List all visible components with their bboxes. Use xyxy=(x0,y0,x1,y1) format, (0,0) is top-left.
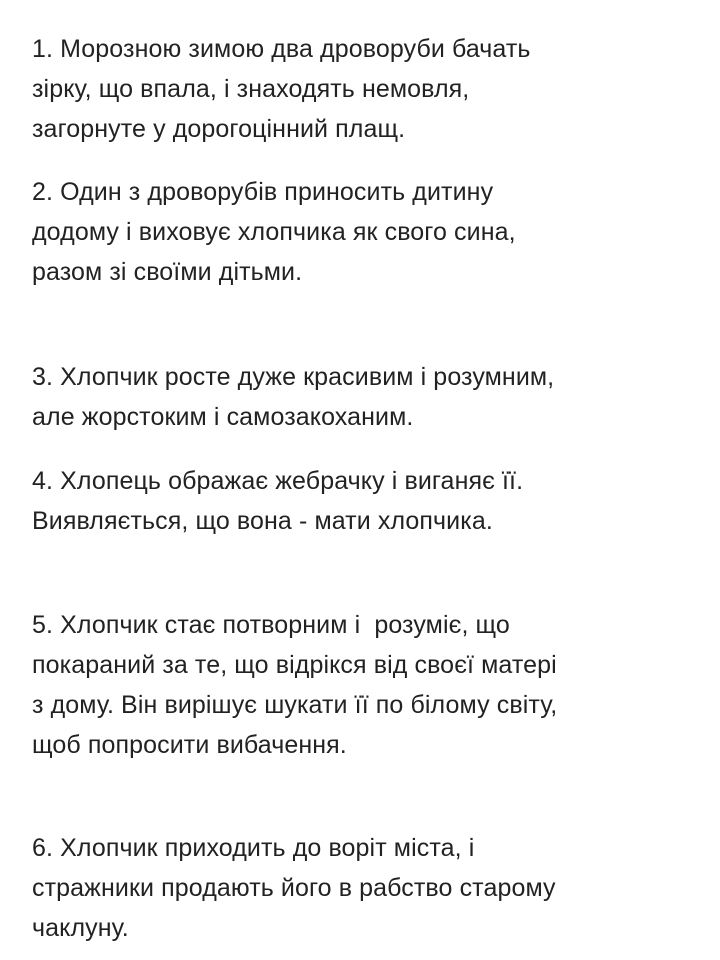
paragraph-line: 6. Хлопчик приходить до воріт міста, і xyxy=(32,834,475,862)
paragraph-line: 3. Хлопчик росте дуже красивим і розумним, xyxy=(32,363,555,391)
paragraph-line: стражники продають його в рабство старому xyxy=(32,874,556,902)
paragraph-6 xyxy=(32,828,702,948)
paragraph-2 xyxy=(32,172,702,292)
paragraph-1 xyxy=(32,29,702,149)
paragraph-5 xyxy=(32,605,702,765)
paragraph-3 xyxy=(32,357,702,437)
paragraph-line: 4. Хлопець ображає жебрачку і виганяє її. xyxy=(32,467,524,495)
paragraph-line: додому і виховує хлопчика як свого сина, xyxy=(32,218,516,246)
paragraph-line: разом зі своїми дітьми. xyxy=(32,258,303,286)
paragraph-line: з дому. Він вирішує шукати її по білому світу, xyxy=(32,691,558,719)
paragraph-line: 2. Один з дроворубів приносить дитину xyxy=(32,178,494,206)
paragraph-line: чаклуну. xyxy=(32,914,129,942)
paragraph-line: Виявляється, що вона - мати хлопчика. xyxy=(32,507,493,535)
paragraph-line: 5. Хлопчик стає потворним і розуміє, що xyxy=(32,611,510,639)
paragraph-line: щоб попросити вибачення. xyxy=(32,731,347,759)
paragraph-line: зірку, що впала, і знаходять немовля, xyxy=(32,75,470,103)
paragraph-line: загорнуте у дорогоцінний плащ. xyxy=(32,115,406,143)
paragraph-line: покараний за те, що відрікся від своєї матері xyxy=(32,651,557,679)
paragraph-4 xyxy=(32,461,702,541)
paragraph-line: але жорстоким і самозакоханим. xyxy=(32,403,414,431)
paragraph-line: 1. Морозною зимою два дроворуби бачать xyxy=(32,35,531,63)
